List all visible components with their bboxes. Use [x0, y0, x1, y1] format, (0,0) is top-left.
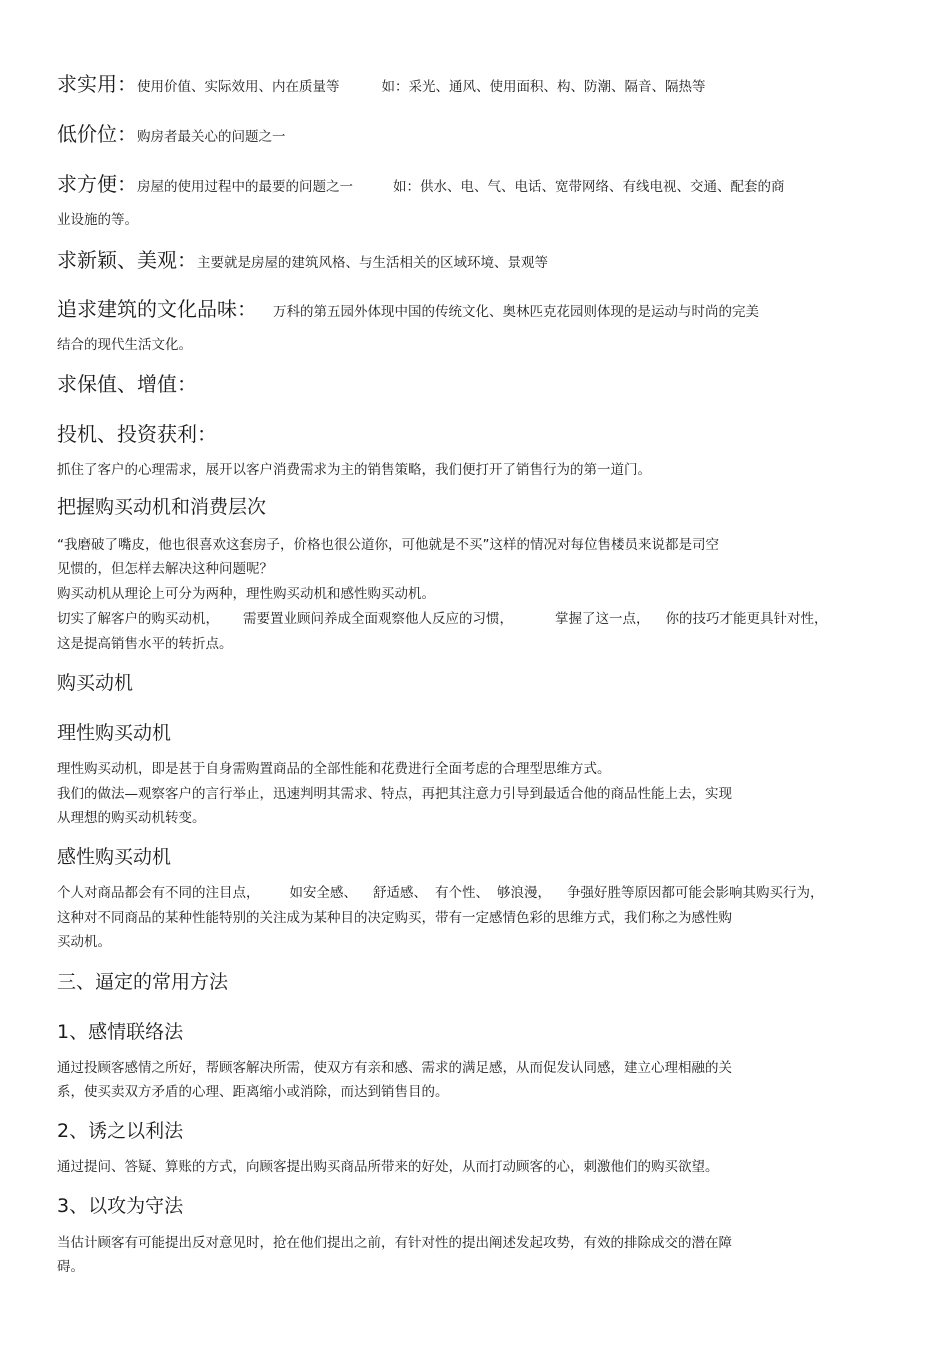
ganxing-l1-f: 争强好胜等原因都可能会影响其购买行为， — [567, 885, 824, 901]
m3-line1: 当估计顾客有可能提出反对意见时，抢在他们提出之前，有针对性的提出阐述发起攻势，有效的排除成交的潜在障 — [57, 1235, 732, 1251]
m3-title: 3、以攻为守法 — [57, 1195, 184, 1217]
shiyong-desc: 使用价值、实际效用、内在质量等 — [137, 79, 340, 95]
ganxing-title: 感性购买动机 — [57, 846, 172, 868]
wenhua-desc-2: 结合的现代生活文化。 — [57, 337, 192, 353]
wenhua-line — [57, 297, 759, 321]
lixing-p2-line1: 我们的做法—观察客户的言行举止，迅速判明其需求、特点，再把其注意力引导到最适合他的商品性能上去，实现 — [57, 786, 732, 802]
dijiawei-title: 低价位： — [57, 122, 137, 146]
fangbian-desc: 房屋的使用过程中的最要的问题之一 — [137, 179, 353, 195]
xinying-desc: 主要就是房屋的建筑风格、与生活相关的区域环境、景观等 — [197, 255, 548, 271]
bawo-p3-b: 需要置业顾问养成全面观察他人反应的习惯， — [243, 611, 513, 627]
m2-line1: 通过提问、答疑、算账的方式，向顾客提出购买商品所带来的好处，从而打动顾客的心，刺激他们的购买欲望。 — [57, 1159, 719, 1175]
fangbian-example-1: 如：供水、电、气、电话、宽带网络、有线电视、交通、配套的商 — [393, 179, 785, 195]
bawo-title: 把握购买动机和消费层次 — [57, 496, 267, 518]
ganxing-l1-d: 有个性、 — [435, 885, 489, 901]
ganxing-l1-c: 舒适感、 — [373, 885, 427, 901]
touji-body: 抓住了客户的心理需求，展开以客户消费需求为主的销售策略，我们便打开了销售行为的第一道门。 — [57, 462, 651, 478]
ganxing-line1 — [57, 885, 824, 901]
shiyong-title: 求实用： — [57, 72, 137, 96]
bawo-p3-line1 — [57, 611, 828, 627]
dijiawei-line — [57, 122, 286, 146]
shiyong-example: 如：采光、通风、使用面积、构、防潮、隔音、隔热等 — [381, 79, 706, 95]
bawo-p3-a: 切实了解客户的购买动机， — [57, 611, 219, 627]
wenhua-desc-1: 万科的第五园外体现中国的传统文化、奥林匹克花园则体现的是运动与时尚的完美 — [273, 304, 759, 320]
fangbian-example-2: 业设施的等。 — [57, 212, 138, 228]
section3-title: 三、逼定的常用方法 — [57, 971, 229, 993]
wenhua-title: 追求建筑的文化品味： — [57, 297, 257, 321]
m3-line2: 碍。 — [57, 1259, 84, 1275]
ganxing-l1-a: 个人对商品都会有不同的注目点， — [57, 885, 260, 901]
fangbian-line — [57, 172, 785, 196]
dijiawei-desc: 购房者最关心的问题之一 — [137, 129, 286, 145]
xinying-line — [57, 248, 548, 272]
bawo-p3-d: 你的技巧才能更具针对性， — [665, 611, 828, 627]
lixing-title: 理性购买动机 — [57, 722, 172, 744]
ganxing-line3: 买动机。 — [57, 934, 111, 950]
fangbian-title: 求方便： — [57, 172, 137, 196]
xinying-title: 求新颖、美观： — [57, 248, 197, 272]
baozhi-title: 求保值、增值： — [57, 372, 197, 396]
goumai-title: 购买动机 — [57, 672, 134, 694]
bawo-p1-line1: “我磨破了嘴皮，他也很喜欢这套房子，价格也很公道你，可他就是不买”这样的情况对每位售楼员来说都是司空 — [57, 537, 719, 553]
ganxing-l1-b: 如安全感、 — [289, 885, 357, 901]
m1-line1: 通过投顾客感情之所好，帮顾客解决所需，使双方有亲和感、需求的满足感，从而促发认同感，建立心理相融的关 — [57, 1060, 732, 1076]
ganxing-line2: 这种对不同商品的某种性能特别的关注成为某种目的决定购买，带有一定感情色彩的思维方式，我们称之为感性购 — [57, 910, 732, 926]
m2-title: 2、诱之以利法 — [57, 1120, 184, 1142]
m1-title: 1、感情联络法 — [57, 1021, 184, 1043]
bawo-p1-line2: 见惯的，但怎样去解决这种问题呢？ — [57, 561, 273, 577]
bawo-p2: 购买动机从理论上可分为两种，理性购买动机和感性购买动机。 — [57, 586, 435, 602]
lixing-p2-line2: 从理想的购买动机转变。 — [57, 810, 206, 826]
shiyong-line — [57, 72, 706, 96]
bawo-p3-c: 掌握了这一点， — [555, 611, 650, 627]
ganxing-l1-e: 够浪漫， — [497, 885, 551, 901]
m1-line2: 系，使买卖双方矛盾的心理、距离缩小或消除，而达到销售目的。 — [57, 1084, 449, 1100]
bawo-p3-line2: 这是提高销售水平的转折点。 — [57, 636, 233, 652]
touji-title: 投机、投资获利： — [57, 422, 217, 446]
lixing-p1: 理性购买动机，即是甚于自身需购置商品的全部性能和花费进行全面考虑的合理型思维方式。 — [57, 761, 611, 777]
